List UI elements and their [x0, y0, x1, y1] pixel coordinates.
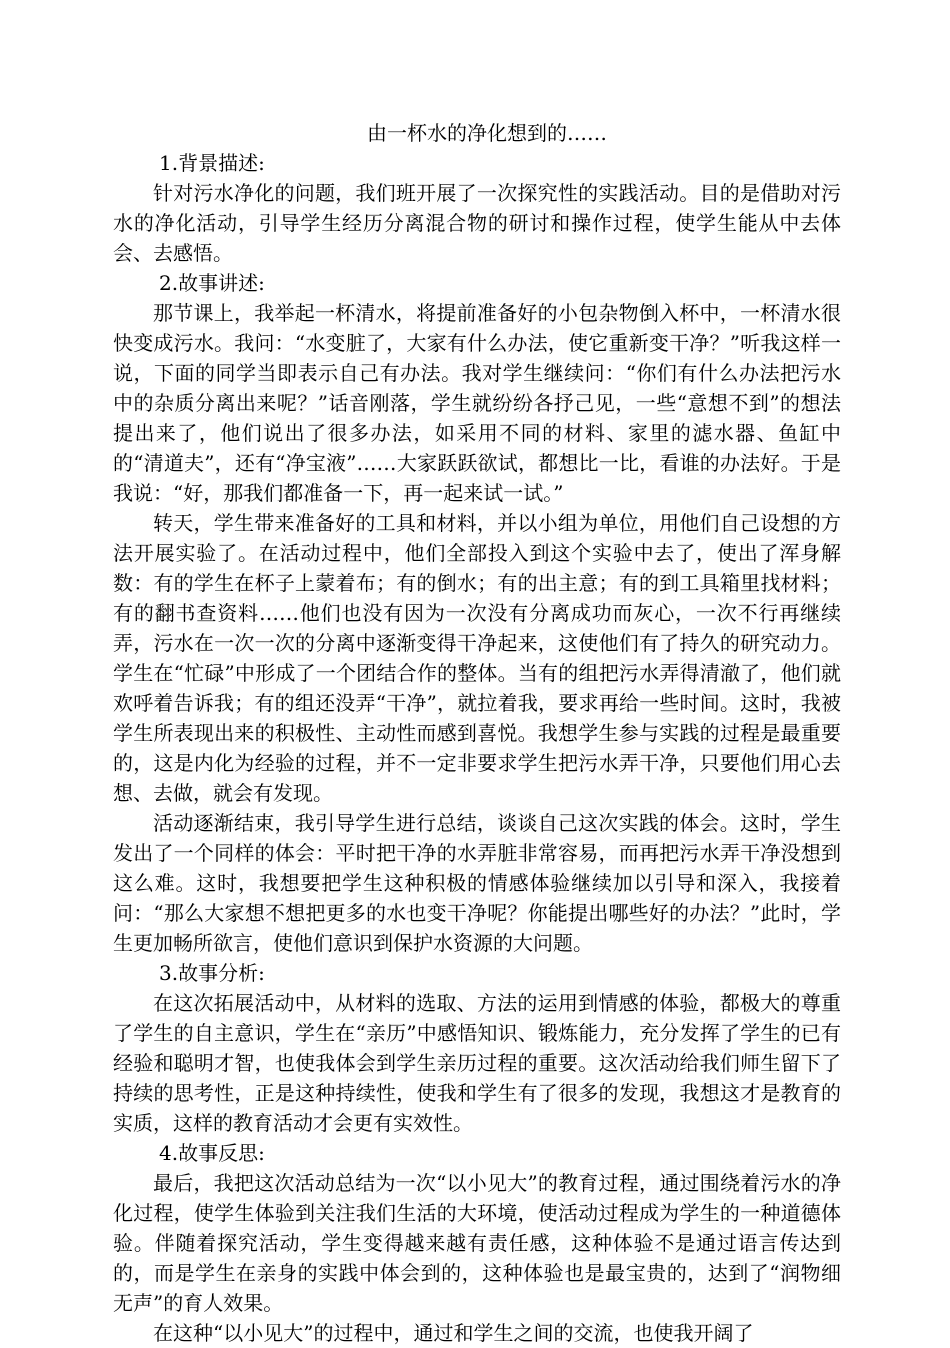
paragraph-story-2: 转天，学生带来准备好的工具和材料，并以小组为单位，用他们自己设想的方法开展实验了。在活动过程中，他们全部投入到这个实验中去了，使出了浑身解数：有的学生在杯子上蒙着布；有的倒水；有的出主意；有的到工具箱里找材料；有的翻书查资料……他们也没有因为一次没有分离成功而灰心，一次不行再继续弄，污水在一次一次的分离中逐渐变得干净起来，这使他们有了持久的研究动力。学生在“忙碌”中形成了一个团结合作的整体。当有的组把污水弄得清澈了，他们就欢呼着告诉我；有的组还没弄“干净”，就拉着我，要求再给一些时间。这时，我被学生所表现出来的积极性、主动性而感到喜悦。我想学生参与实践的过程是最重要的，这是内化为经验的过程，并不一定非要求学生把污水弄干净，只要他们用心去想、去做，就会有发现。: [113, 511, 841, 805]
paragraph-story-1: 那节课上，我举起一杯清水，将提前准备好的小包杂物倒入杯中，一杯清水很快变成污水。我问：“水变脏了，大家有什么办法，使它重新变干净？”听我这样一说，下面的同学当即表示自己有办法。我对学生继续问：“你们有什么办法把污水中的杂质分离出来呢？”话音刚落，学生就纷纷各抒己见，一些“意想不到”的想法提出来了，他们说出了很多办法，如采用不同的材料、家里的滤水器、鱼缸中的“清道夫”，还有“净宝液”……大家跃跃欲试，都想比一比，看谁的办法好。于是我说：“好，那我们都准备一下，再一起来试一试。”: [113, 301, 841, 505]
section-heading-analysis: 3.故事分析:: [159, 961, 265, 985]
paragraph-reflection-2: 在这种“以小见大”的过程中，通过和学生之间的交流，也使我开阔了: [153, 1321, 754, 1345]
section-heading-background: 1.背景描述:: [159, 151, 265, 175]
section-heading-reflection: 4.故事反思:: [159, 1141, 265, 1165]
paragraph-background: 针对污水净化的问题，我们班开展了一次探究性的实践活动。目的是借助对污水的净化活动，引导学生经历分离混合物的研讨和操作过程，使学生能从中去体会、去感悟。: [113, 181, 841, 265]
paragraph-story-3: 活动逐渐结束，我引导学生进行总结，谈谈自己这次实践的体会。这时，学生发出了一个同样的体会：平时把干净的水弄脏非常容易，而再把污水弄干净没想到这么难。这时，我想要把学生这种积极的情感体验继续加以引导和深入，我接着问：“那么大家想不想把更多的水也变干净呢？你能提出哪些好的办法？”此时，学生更加畅所欲言，使他们意识到保护水资源的大问题。: [113, 811, 841, 955]
document-title: 由一杯水的净化想到的……: [367, 121, 607, 145]
section-heading-story: 2.故事讲述:: [159, 271, 265, 295]
document-page: [113, 118, 841, 1348]
paragraph-analysis: 在这次拓展活动中，从材料的选取、方法的运用到情感的体验，都极大的尊重了学生的自主意识，学生在“亲历”中感悟知识、锻炼能力，充分发挥了学生的已有经验和聪明才智，也使我体会到学生亲历过程的重要。这次活动给我们师生留下了持续的思考性，正是这种持续性，使我和学生有了很多的发现，我想这才是教育的实质，这样的教育活动才会更有实效性。: [113, 991, 841, 1135]
paragraph-reflection-1: 最后，我把这次活动总结为一次“以小见大”的教育过程，通过围绕着污水的净化过程，使学生体验到关注我们生活的大环境，使活动过程成为学生的一种道德体验。伴随着探究活动，学生变得越来越有责任感，这种体验不是通过语言传达到的，而是学生在亲身的实践中体会到的，这种体验也是最宝贵的，达到了“润物细无声”的育人效果。: [113, 1171, 841, 1315]
